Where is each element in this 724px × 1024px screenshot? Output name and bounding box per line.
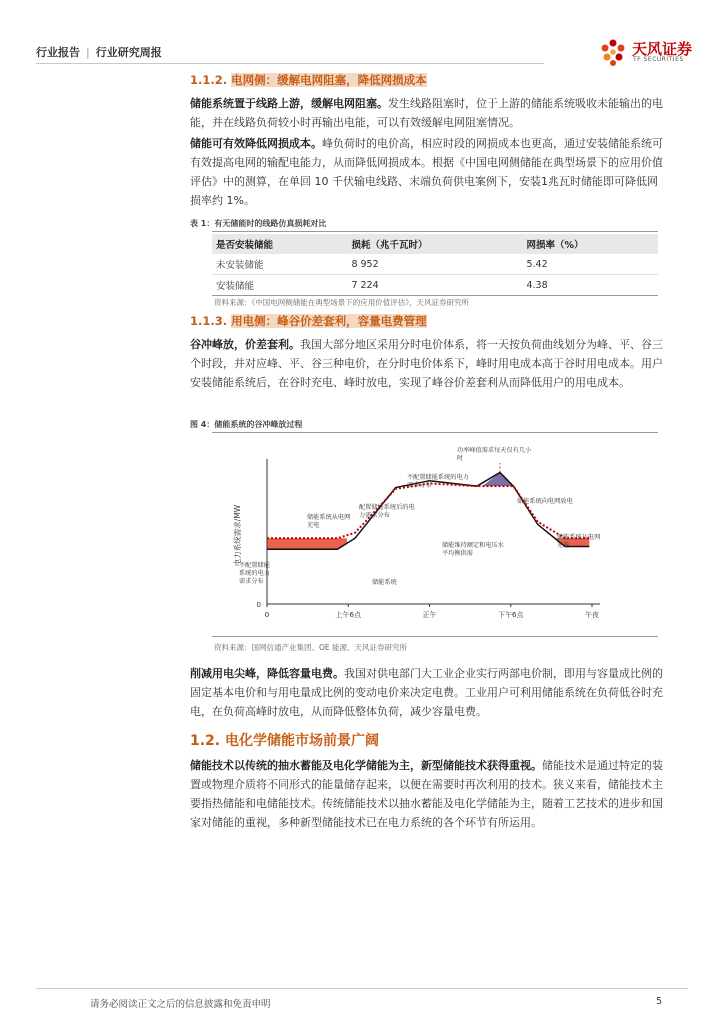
table-header-cell: 损耗（兆千瓦时） [347,234,522,254]
paragraph-storage-tech [190,756,666,832]
paragraph-lead: 削减用电尖峰，降低容量电费。 [190,667,344,680]
table-cell: 安装储能 [212,275,347,296]
loss-comparison-table [212,234,658,296]
x-tick-label: 下午6点 [498,611,524,619]
section-heading-12 [190,730,379,750]
table-caption: 表 1：有无储能时的线路仿真损耗对比 [190,219,327,228]
section-number: 1.1.2. [190,73,228,87]
paragraph-body: 储能技术是通过特定的装置或物理介质将不同形式的能量储存起来，以便在需要时再次利用的技术。狭义来看，储能技术主要指热储能和电储能技术。传统储能技术以抽水蓄能及电化学储能为主，随着工艺技术的进步和国家对储能的重视，多种新型储能技术已在电力系统的各个环节有所运用。 [190,759,663,829]
chart-annotation: 功率峰值需求每天仅有几小时 [457,447,532,462]
figure-source: 资料来源：国网信通产业集团、OE 能源、天风证券研究所 [214,643,408,652]
figure-bottom-rule [212,636,658,637]
x-tick-label: 上午6点 [335,611,361,619]
peak-valley-chart [212,437,658,632]
paragraph-lead: 储能技术以传统的抽水蓄能及电化学储能为主，新型储能技术获得重视。 [190,759,542,772]
figure-caption: 图 4：储能系统的谷冲峰放过程 [190,420,303,429]
section-heading-112 [190,72,427,88]
chart-annotation: 配置储能系统后的电力需求分布 [359,504,415,519]
chart-annotation: 不配置储能系统的电力需求分布 [239,562,270,585]
section-number: 1.2. [190,733,221,749]
table-header-row [212,234,658,254]
table-row [212,275,658,296]
paragraph-lead: 储能可有效降低网损成本。 [190,137,322,150]
section-title: 电网侧：缓解电网阻塞，降低网损成本 [231,73,427,87]
footer-rule [36,988,688,989]
paragraph-body: 峰负荷时的电价高，相应时段的网损成本也更高，通过安装储能系统可有效提高电网的输配电能力，从而降低网损成本。根据《中国电网侧储能在典型场景下的应用价值评估》中的测算，在单回 10 千伏输电线路、末端负荷供电案例下，安装1兆瓦时储能即可降低网损率约 1%。 [190,137,663,207]
chart-annotation: 储能系统从电网充电 [307,514,351,529]
paragraph-peak-valley [190,335,666,392]
charge-area-morning [267,538,347,549]
paragraph-body: 我国大部分地区采用分时电价体系，将一天按负荷曲线划分为峰、平、谷三个时段，并对应峰、平、谷三种电价，在分时电价体系下，峰时用电成本高于谷时用电成本。用户安装储能系统后，在谷时充电、峰时放电，实现了峰谷价差套利从而降低用户的用电成本。 [190,338,663,389]
paragraph-body: 我国对供电部门大工业企业实行两部电价制，即用与容量成比例的固定基本电价和与用电量成比例的变动电价来决定电费。工业用户可利用储能系统在负荷低谷时充电，在负荷高峰时放电，从而降低整体负荷，减少容量电费。 [190,667,663,718]
table-row [212,254,658,275]
header-rule [36,63,544,64]
section-title: 用电侧：峰谷价差套利，容量电费管理 [231,314,427,328]
paragraph-grid-congestion [190,94,666,132]
table-top-rule [212,231,658,232]
footer-disclaimer: 请务必阅读正文之后的信息披露和免责申明 [90,999,271,1010]
paragraph-lead: 谷冲峰放，价差套利。 [190,338,300,351]
series-line-with-storage [267,483,589,538]
x-tick-label: 午夜 [585,611,599,619]
paragraph-lead: 储能系统置于线路上游，缓解电网阻塞。 [190,97,388,110]
chart-annotation: 储能维持额定和电压水平均衡供需 [442,542,504,557]
table-cell: 未安装储能 [212,254,347,275]
page-header [36,38,693,68]
brand-name: 天风证券 [632,40,693,58]
report-category: 行业报告 [36,46,80,59]
chart-annotation: 储能系统从电网充电 [557,534,601,549]
table-cell: 7 224 [347,275,522,296]
section-heading-113 [190,313,427,329]
table-cell: 4.38 [522,275,658,296]
chart-annotation: 储能系统 [372,579,397,586]
x-tick-label: 0 [264,611,270,619]
x-tick-label: 正午 [422,611,437,619]
flower-logo-icon [596,38,630,68]
table-cell: 5.42 [522,254,658,275]
chart-annotation: 储能系统向电网放电 [517,498,573,505]
section-title: 电化学储能市场前景广阔 [225,733,379,749]
table-header-cell: 网损率（%） [522,234,658,254]
table-cell: 8 952 [347,254,522,275]
y-tick-label: 0 [256,601,261,609]
chart-annotation: 不配置储能系统的电力需求分布 [407,474,469,489]
paragraph-capacity-fee [190,664,666,721]
page-number: 5 [656,996,663,1007]
section-number: 1.1.3. [190,314,228,328]
table-source: 资料来源：《中国电网侧储能在典型场景下的应用价值评估》，天风证券研究所 [214,298,469,307]
brand-sub: TF SECURITIES [633,56,684,63]
figure-top-rule [212,432,658,433]
brand-logo [596,38,716,68]
paragraph-body: 发生线路阻塞时，位于上游的储能系统吸收未能输出的电能，并在线路负荷较小时再输出电能，可以有效缓解电网阻塞情况。 [190,97,663,129]
report-subcategory: 行业研究周报 [95,46,162,59]
breadcrumb: 行业报告 | 行业研究周报 [36,46,162,59]
paragraph-network-loss [190,134,666,210]
y-axis-label: 电力系统需求/MW [233,504,242,567]
table-header-cell: 是否安装储能 [212,234,347,254]
